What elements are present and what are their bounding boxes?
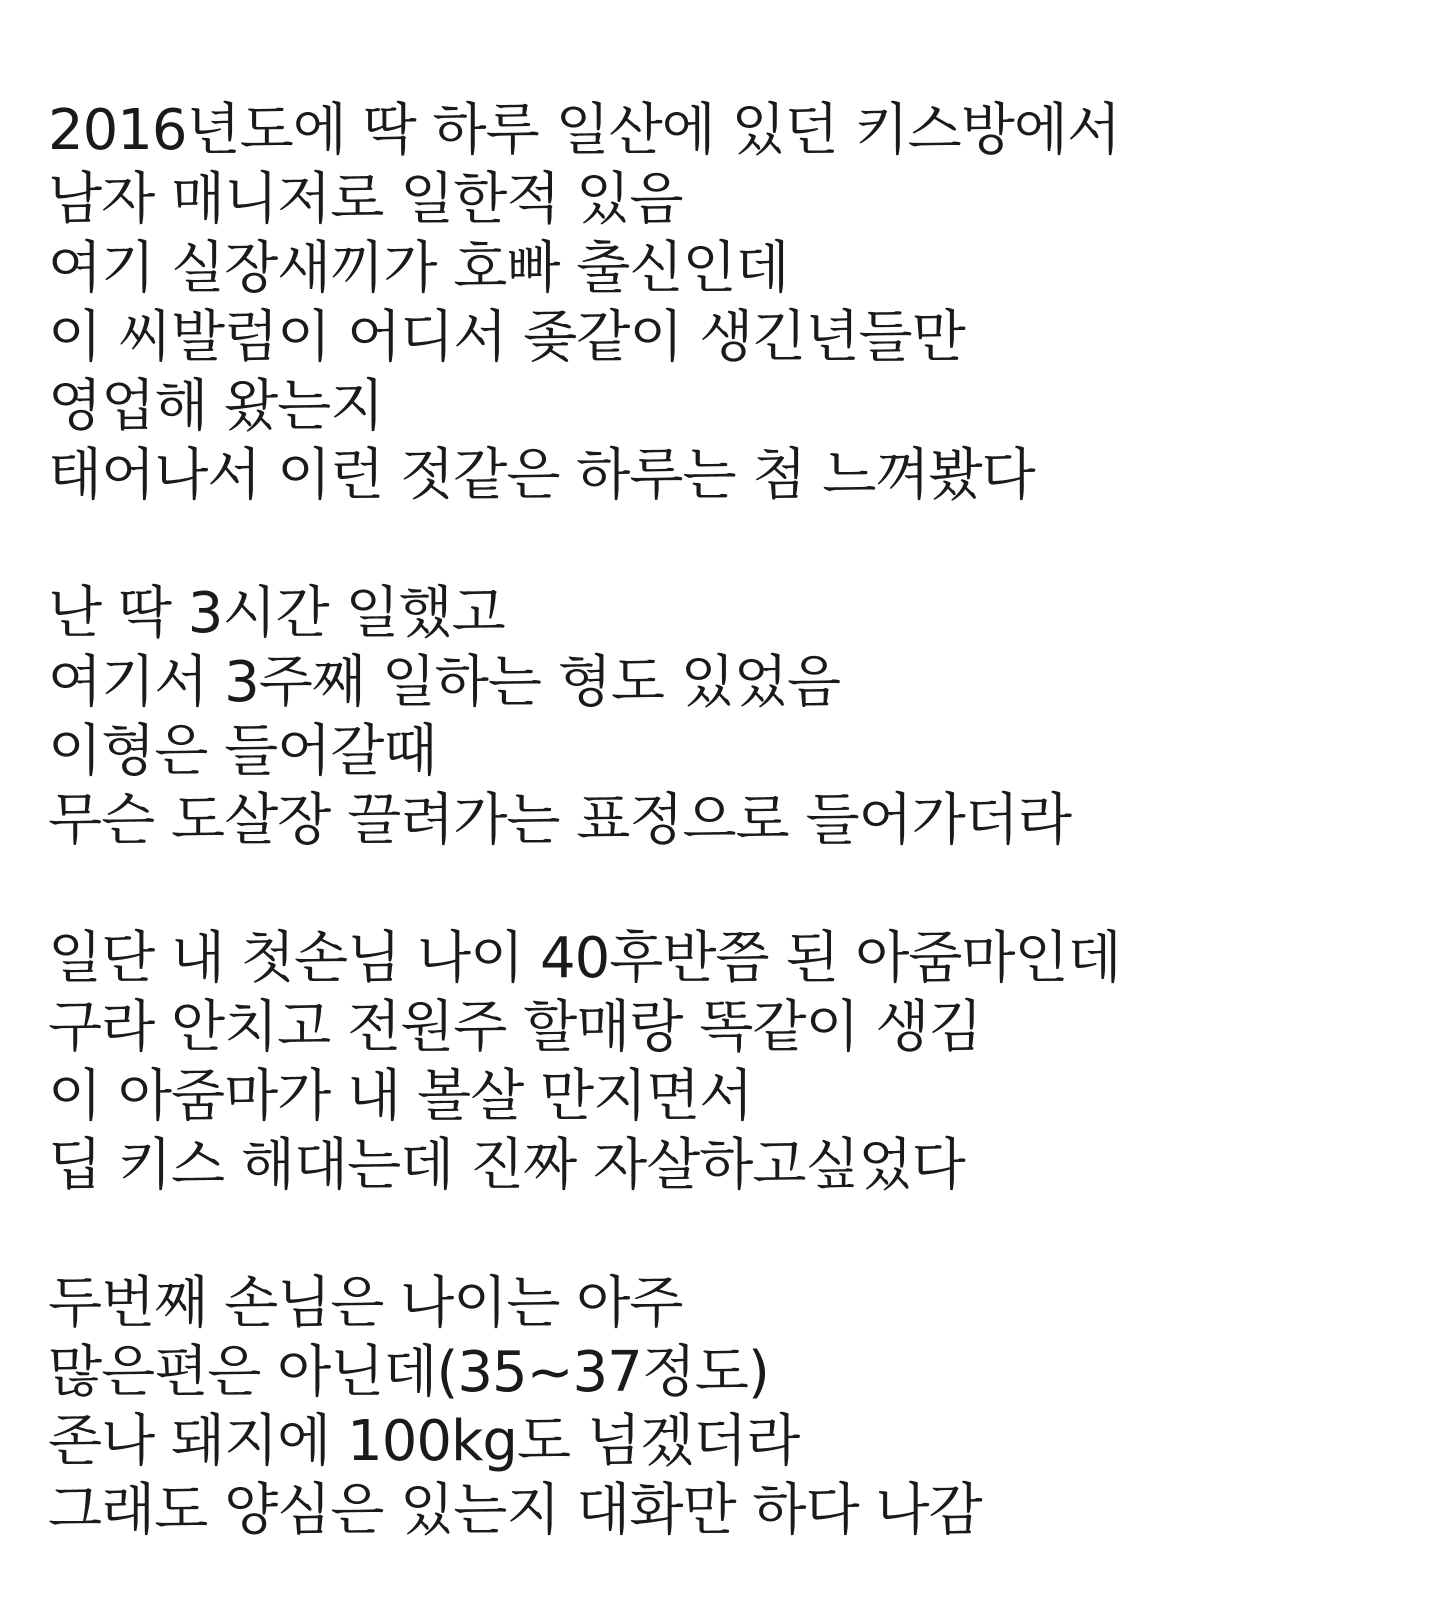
text-line: 이 씨발럼이 어디서 좆같이 생긴년들만	[48, 305, 965, 370]
document-body	[48, 96, 1408, 1545]
text-line: 이형은 들어갈때	[48, 719, 437, 784]
text-line: 여기 실장새끼가 호빠 출신인데	[48, 236, 789, 301]
text-line: 두번째 손님은 나이는 아주	[48, 1271, 683, 1336]
text-line: 2016년도에 딱 하루 일산에 있던 키스방에서	[48, 98, 1121, 163]
text-line: 난 딱 3시간 일했고	[48, 581, 505, 646]
text-line: 이 아줌마가 내 볼살 만지면서	[48, 1064, 753, 1129]
text-line: 남자 매니저로 일한적 있음	[48, 167, 683, 232]
text-line: 구라 안치고 전원주 할매랑 똑같이 생김	[48, 995, 982, 1060]
text-line: 딥 키스 해대는데 진짜 자살하고싶었다	[48, 1133, 965, 1198]
text-line: 영업해 왔는지	[48, 374, 384, 439]
paragraph	[48, 579, 1408, 855]
paragraph	[48, 924, 1408, 1200]
paragraph	[48, 1269, 1408, 1545]
text-line: 여기서 3주째 일하는 형도 있었음	[48, 650, 841, 715]
text-line: 많은편은 아닌데(35~37정도)	[48, 1340, 769, 1405]
text-line: 그래도 양심은 있는지 대화만 하다 나감	[48, 1478, 982, 1543]
text-line: 존나 돼지에 100kg도 넘겠더라	[48, 1409, 800, 1474]
paragraph	[48, 96, 1408, 510]
text-line: 일단 내 첫손님 나이 40후반쯤 된 아줌마인데	[48, 926, 1121, 991]
text-line: 태어나서 이런 젓같은 하루는 첨 느껴봤다	[48, 443, 1035, 508]
text-line: 무슨 도살장 끌려가는 표정으로 들어가더라	[48, 788, 1071, 853]
